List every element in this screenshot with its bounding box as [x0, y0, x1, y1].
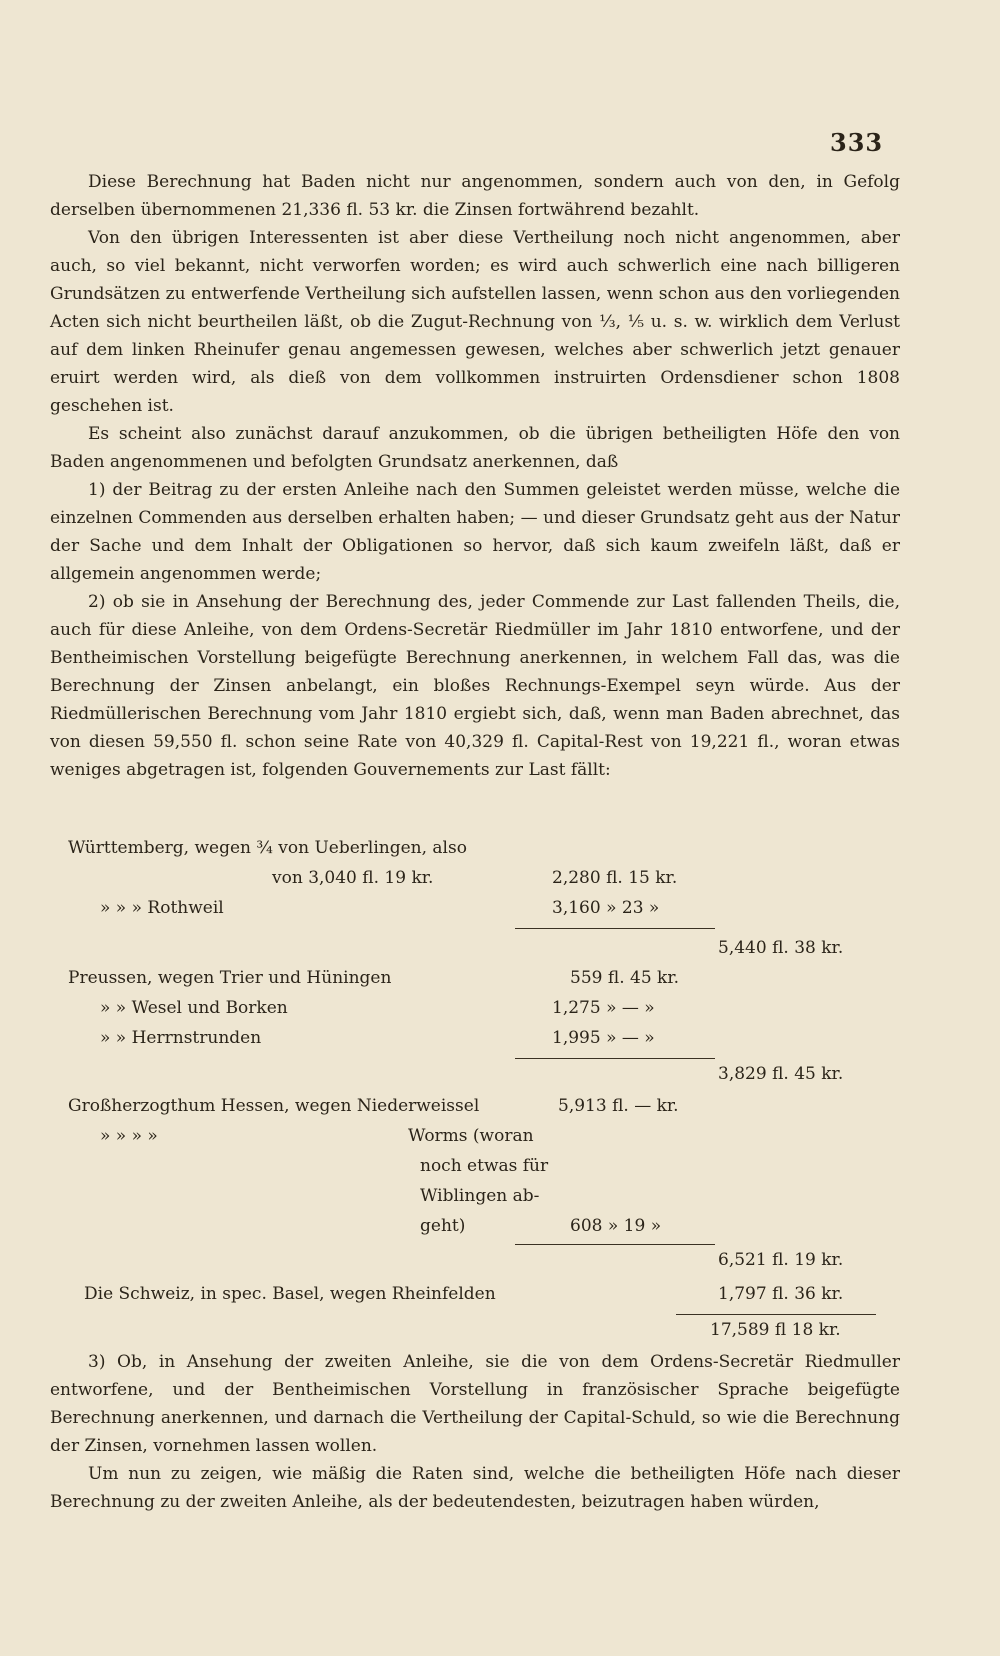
paragraph-3: Es scheint also zunächst darauf anzukommen, ob die übrigen betheiligten Höfe den von Baden angenommenen und befolgten Grundsatz anerkennen, daß	[50, 424, 900, 472]
wuerttemberg-row1-desc: von 3,040 fl. 19 kr.	[272, 868, 434, 888]
wuerttemberg-label: Württemberg, wegen ¾ von Ueberlingen, also	[68, 838, 467, 858]
sum-rule-hessen	[515, 1244, 715, 1245]
hessen-place-line-1: Worms (woran	[408, 1126, 534, 1146]
paragraph-last: Um nun zu zeigen, wie mäßig die Raten sind, welche die betheiligten Höfe nach dieser Berechnung zu der zweiten Anleihe, als der bedeutendesten, beizutragen haben würden,	[50, 1464, 900, 1512]
paragraph-item-2: 2) ob sie in Ansehung der Berechnung des, jeder Commende zur Last fallenden Theils, die, auch für diese Anleihe, von dem Ordens-Secretär Riedmüller im Jahr 1810 entworfene, und der Bentheimischen Vorstellung beigefügte Berechnung anerkennen, in welchem Fall das, was die Berechnung der Zinsen anbelangt, ein bloßes Rechnungs-Exempel seyn würde. Aus der Riedmüllerischen Berechnung vom Jahr 1810 ergiebt sich, daß, wenn man Baden abrechnet, das von diesen 59,550 fl. schon seine Rate von 40,329 fl. Capital-Rest von 19,221 fl., woran etwas weniges abgetragen ist, folgenden Gouvernements zur Last fällt:	[50, 592, 900, 780]
paragraph-2: Von den übrigen Interessenten ist aber diese Vertheilung noch nicht angenommen, aber auch, so viel bekannt, nicht verworfen worden; es wird auch schwerlich eine nach billigeren Grundsätzen zu entwerfende Vertheilung sich aufstellen lassen, wenn schon aus den vorliegenden Acten sich nicht beurtheilen läßt, ob die Zugut-Rechnung von ⅓, ⅕ u. s. w. wirklich dem Verlust auf dem linken Rheinufer genau angemessen gewesen, welches aber schwerlich jetzt genauer eruirt werden wird, als dieß von dem vollkommen instruirten Ordensdiener schon 1808 geschehen ist.	[50, 228, 900, 416]
hessen-place-line-2: noch etwas für	[420, 1156, 549, 1176]
preussen-row1-desc: Preussen, wegen Trier und Hüningen	[68, 968, 392, 988]
hessen-row1-desc: Großherzogthum Hessen, wegen Niederweissel	[68, 1096, 480, 1116]
preussen-row3-amount: 1,995 » — »	[552, 1028, 655, 1048]
bottom-text-block	[50, 1348, 900, 1516]
hessen-row2-ditto: » » » »	[100, 1126, 158, 1146]
wuerttemberg-row2-amount: 3,160 » 23 »	[552, 898, 660, 918]
hessen-place-line-3: Wiblingen ab-	[420, 1186, 540, 1206]
preussen-row2-amount: 1,275 » — »	[552, 998, 655, 1018]
sum-rule-grand	[676, 1314, 876, 1315]
hessen-row2-amount: 608 » 19 »	[570, 1216, 662, 1236]
hessen-total: 6,521 fl. 19 kr.	[718, 1250, 844, 1270]
preussen-total: 3,829 fl. 45 kr.	[718, 1064, 844, 1084]
hessen-place-line-4: geht)	[420, 1216, 466, 1236]
sum-rule-preussen	[515, 1058, 715, 1059]
wuerttemberg-total: 5,440 fl. 38 kr.	[718, 938, 844, 958]
paragraph-1: Diese Berechnung hat Baden nicht nur angenommen, sondern auch von den, in Gefolg derselben übernommenen 21,336 fl. 53 kr. die Zinsen fortwährend bezahlt.	[50, 172, 900, 220]
preussen-row3-desc: » » Herrnstrunden	[100, 1028, 262, 1048]
hessen-row1-amount: 5,913 fl. — kr.	[558, 1096, 679, 1116]
preussen-row2-desc: » » Wesel und Borken	[100, 998, 288, 1018]
wuerttemberg-row1-amount: 2,280 fl. 15 kr.	[552, 868, 678, 888]
schweiz-total: 1,797 fl. 36 kr.	[718, 1284, 844, 1304]
grand-total: 17,589 fl 18 kr.	[710, 1320, 841, 1340]
wuerttemberg-row2-ditto: » » » Rothweil	[100, 898, 224, 918]
paragraph-item-3: 3) Ob, in Ansehung der zweiten Anleihe, sie die von dem Ordens-Secretär Riedmuller entworfene, und der Bentheimischen Vorstellung in französischer Sprache beigefügte Berechnung anerkennen, und darnach die Vertheilung der Capital-Schuld, so wie die Berechnung der Zinsen, vornehmen lassen wollen.	[50, 1352, 900, 1456]
schweiz-desc: Die Schweiz, in spec. Basel, wegen Rheinfelden	[84, 1284, 496, 1304]
preussen-row1-amount: 559 fl. 45 kr.	[570, 968, 679, 988]
page-number: 333	[830, 128, 884, 157]
paragraph-item-1: 1) der Beitrag zu der ersten Anleihe nach den Summen geleistet werden müsse, welche die einzelnen Commenden aus derselben erhalten haben; — und dieser Grundsatz geht aus der Natur der Sache und dem Inhalt der Obligationen so hervor, daß sich kaum zweifeln läßt, daß er allgemein angenommen werde;	[50, 480, 900, 584]
top-text-block	[50, 168, 900, 784]
sum-rule-wuerttemberg	[515, 928, 715, 929]
